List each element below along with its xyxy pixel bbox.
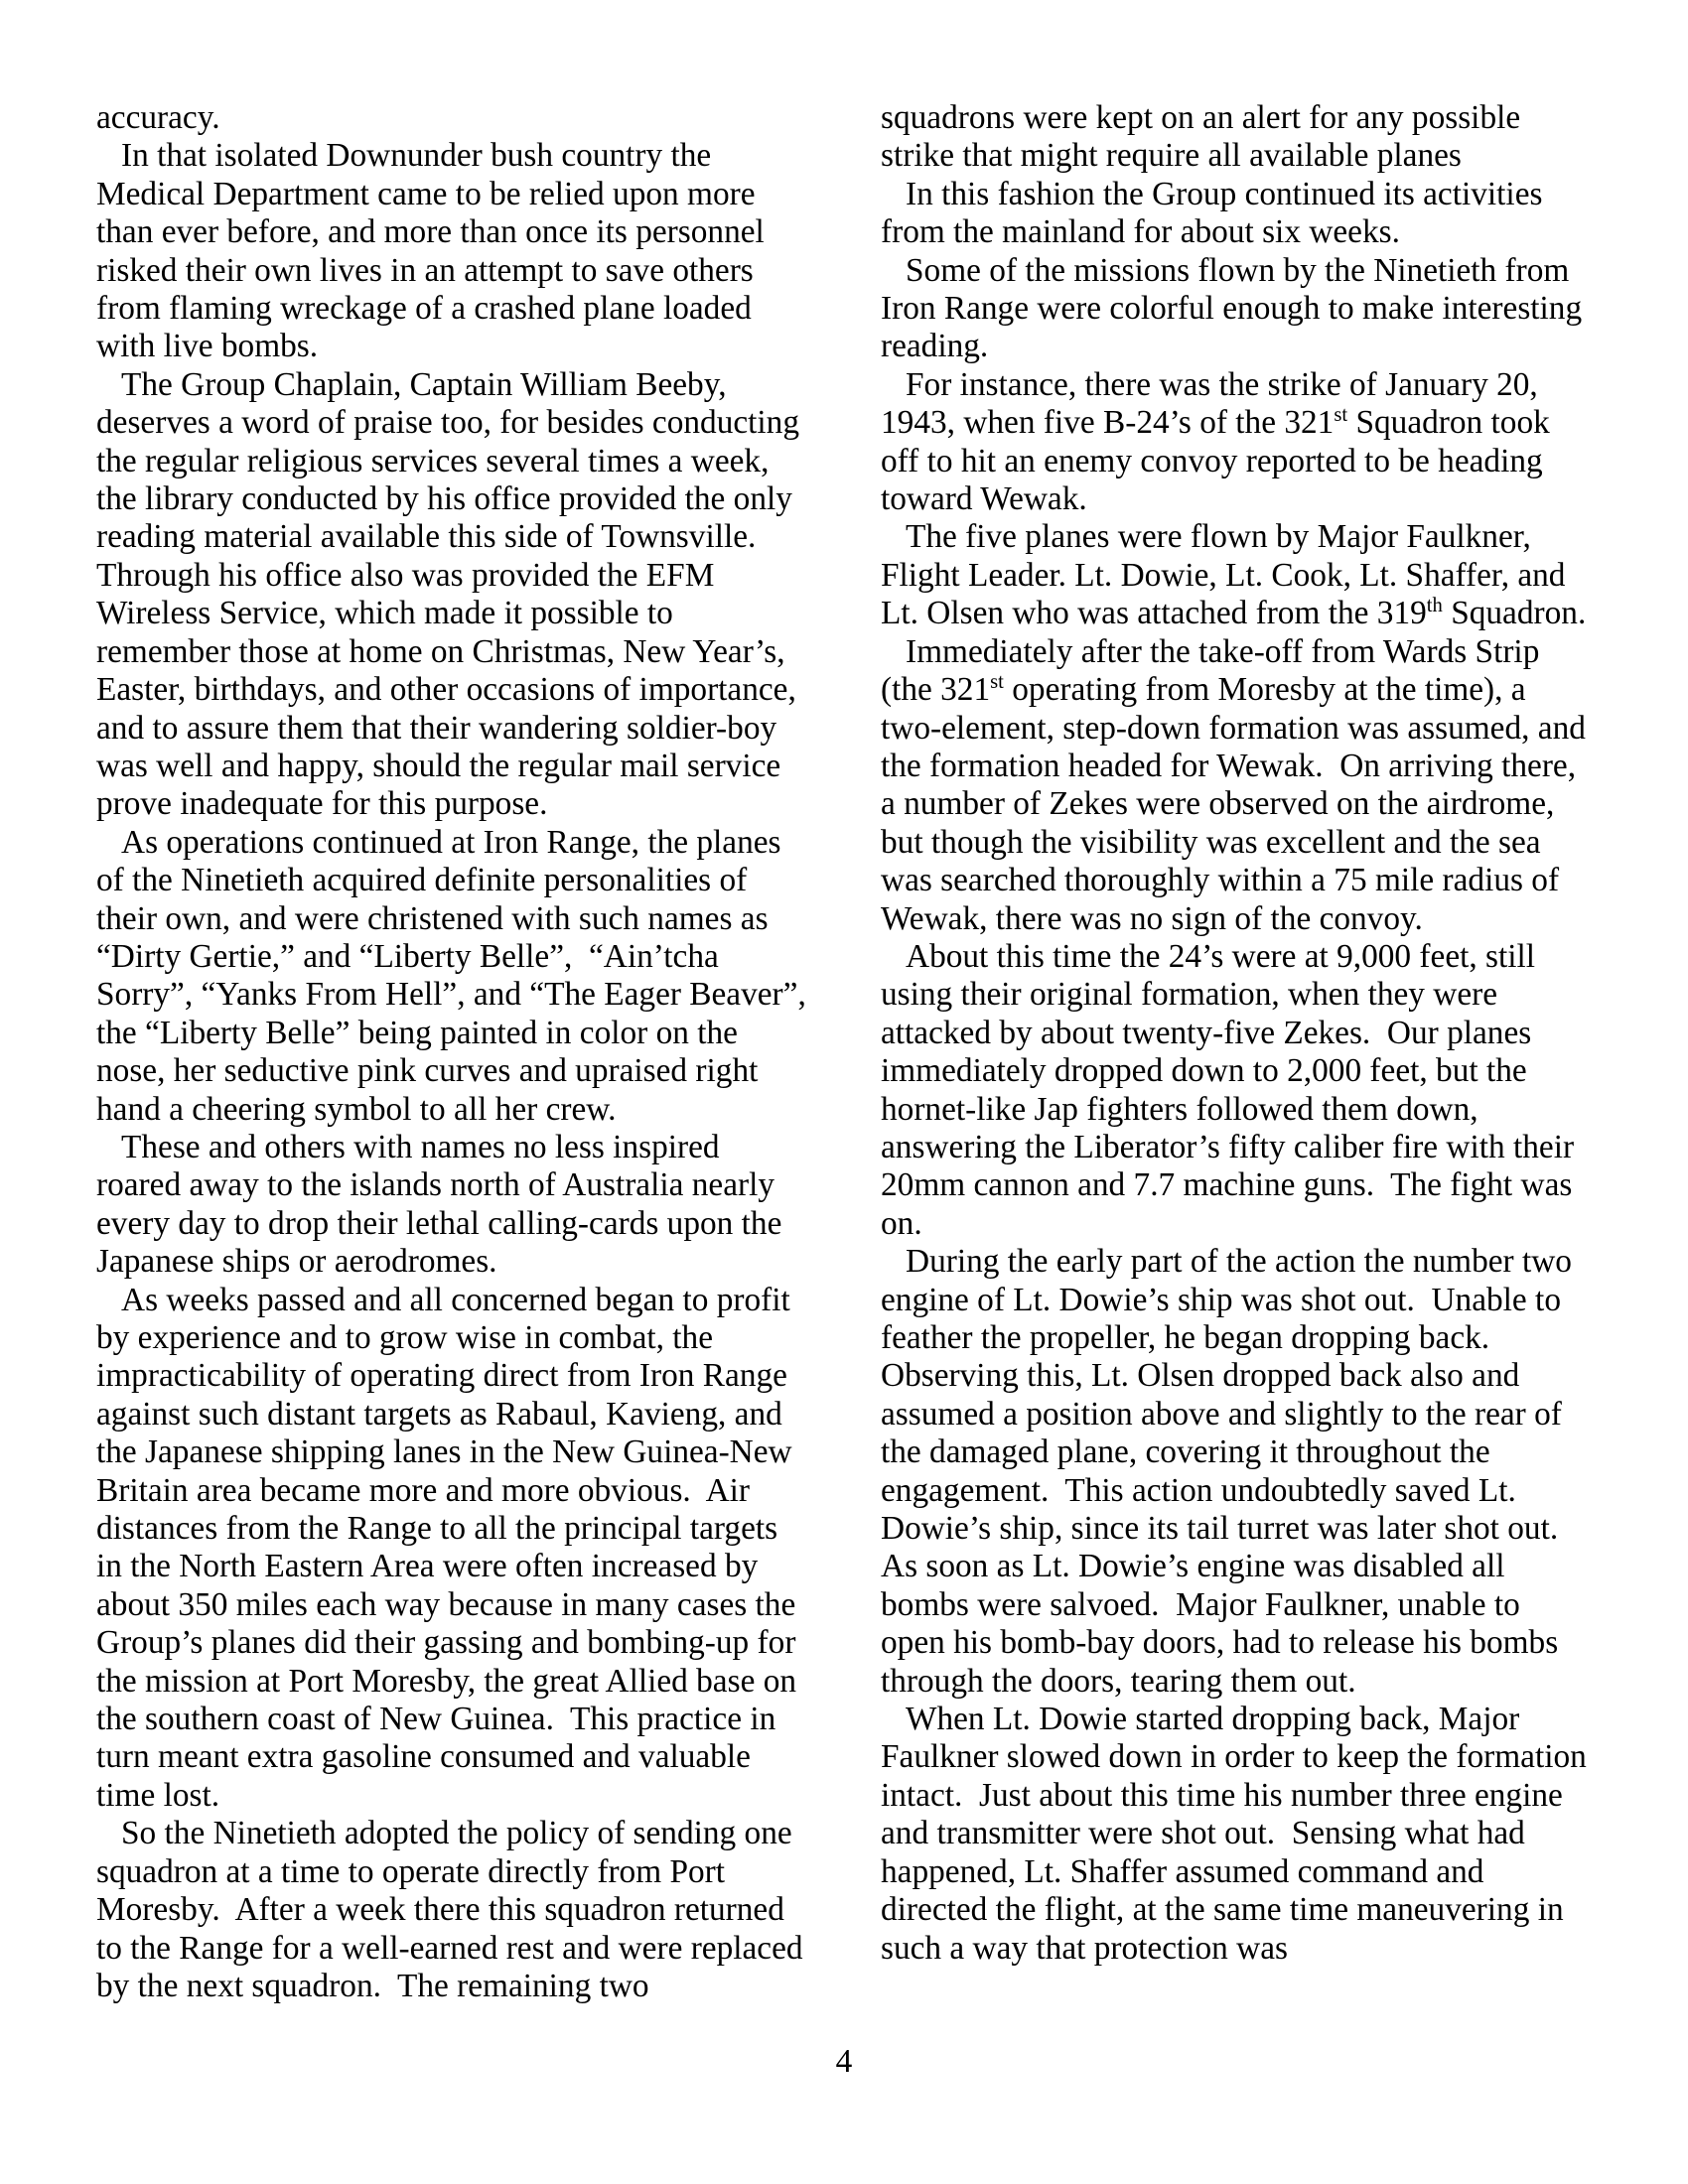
ordinal-superscript: th [1426, 595, 1443, 617]
paragraph: As weeks passed and all concerned began to profit by experience and to grow wise in combat, the impracticability of operating direct from Iron Range against such distant targets as Rabaul, Kavieng, and the Japanese shipping lanes in the New Guinea-New Britain area became more and more obvious. Air distances from the Range to all the principal targets in the North Eastern Area were often increased by about 350 miles each way because in many cases the Group’s planes did their gassing and bombing-up for the mission at Port Moresby, the great Allied base on the southern coast of New Guinea. This practice in turn meant extra gasoline consumed and valuable time lost. [96, 1281, 805, 1814]
paragraph: In this fashion the Group continued its activities from the mainland for about six weeks. [881, 175, 1551, 251]
ordinal-superscript: st [990, 670, 1004, 693]
paragraph: As operations continued at Iron Range, the planes of the Ninetieth acquired definite personalities of their own, and were christened with such names as “Dirty Gertie,” and “Liberty Belle”, “Ain’tcha Sorry”, “Yanks From Hell”, and “The Eager Beaver”, the “Liberty Belle” being painted in color on the nose, her seductive pink curves and upraised right hand a cheering symbol to all her crew. [96, 823, 815, 1128]
text-column-right [881, 99, 1596, 1968]
paragraph: squadrons were kept on an alert for any possible strike that might require all available planes [881, 99, 1529, 175]
paragraph: During the early part of the action the number two engine of Lt. Dowie’s ship was shot out. Unable to feather the propeller, he began dropping back. Observing this, Lt. Olsen dropped back also and assumed a position above and slightly to the rear of the damaged plane, covering it throughout the engagement. This action undoubtedly saved Lt. Dowie’s ship, since its tail turret was later shot out. As soon as Lt. Dowie’s engine was disabled all bombs were salvoed. Major Faulkner, unable to open his bomb-bay doors, had to release his bombs through the doors, tearing them out. [881, 1243, 1581, 1700]
paragraph: When Lt. Dowie started dropping back, Major Faulkner slowed down in order to keep the formation intact. Just about this time his number three engine and transmitter were shot out. Sensing what had happened, Lt. Shaffer assumed command and directed the flight, at the same time maneuvering in such a way that protection was [881, 1701, 1596, 1967]
paragraph: For instance, there was the strike of January 20, 1943, when five B-24’s of the 321st Squadron took off to hit an enemy convoy reported to be heading toward Wewak. [881, 365, 1559, 518]
paragraph: The five planes were flown by Major Faulkner, Flight Leader. Lt. Dowie, Lt. Cook, Lt. Shaffer, and Lt. Olsen who was attached from the 319th Squadron. [881, 518, 1587, 632]
paragraph: These and others with names no less inspired roared away to the islands north of Australia nearly every day to drop their lethal calling-cards upon the Japanese ships or aerodromes. [96, 1128, 790, 1281]
paragraph: Some of the missions flown by the Ninetieth from Iron Range were colorful enough to make interesting reading. [881, 251, 1591, 365]
ordinal-superscript: st [1334, 404, 1348, 427]
paragraph: About this time the 24’s were at 9,000 feet, still using their original formation, when they were attacked by about twenty-five Zekes. Our planes immediately dropped down to 2,000 feet, but the hornet-like Jap fighters followed them down, answering the Liberator’s fifty caliber fire with their 20mm cannon and 7.7 machine guns. The fight was on. [881, 937, 1583, 1242]
text-column-left [96, 99, 815, 2005]
paragraph: The Group Chaplain, Captain William Beeby, deserves a word of praise too, for besides conducting the regular religious services several times a week, the library conducted by his office provided the only reading material available this side of Townsville. Through his office also was provided the EFM Wireless Service, which made it possible to remember those at home on Christmas, New Year’s, Easter, birthdays, and other occasions of importance, and to assure them that their wandering soldier-boy was well and happy, should the regular mail service prove inadequate for this purpose. [96, 365, 808, 823]
paragraph: Immediately after the take-off from Wards Strip (the 321st operating from Moresby at the time), a two-element, step-down formation was assumed, and the formation headed for Wewak. On arriving there, a number of Zekes were observed on the airdrome, but though the visibility was excellent and the sea was searched thoroughly within a 75 mile radius of Wewak, there was no sign of the convoy. [881, 632, 1595, 937]
page-number: 4 [835, 2043, 853, 2080]
paragraph: So the Ninetieth adopted the policy of sending one squadron at a time to operate directly from Port Moresby. After a week there this squadron returned to the Range for a well-earned rest and were replaced by the next squadron. The remaining two [96, 1815, 811, 2004]
page-footer [0, 2043, 1688, 2081]
paragraph: accuracy. [96, 99, 220, 136]
paragraph: In that isolated Downunder bush country the Medical Department came to be relied upon more than ever before, and more than once its personnel risked their own lives in an attempt to save others from flaming wreckage of a crashed plane loaded with live bombs. [96, 137, 774, 365]
